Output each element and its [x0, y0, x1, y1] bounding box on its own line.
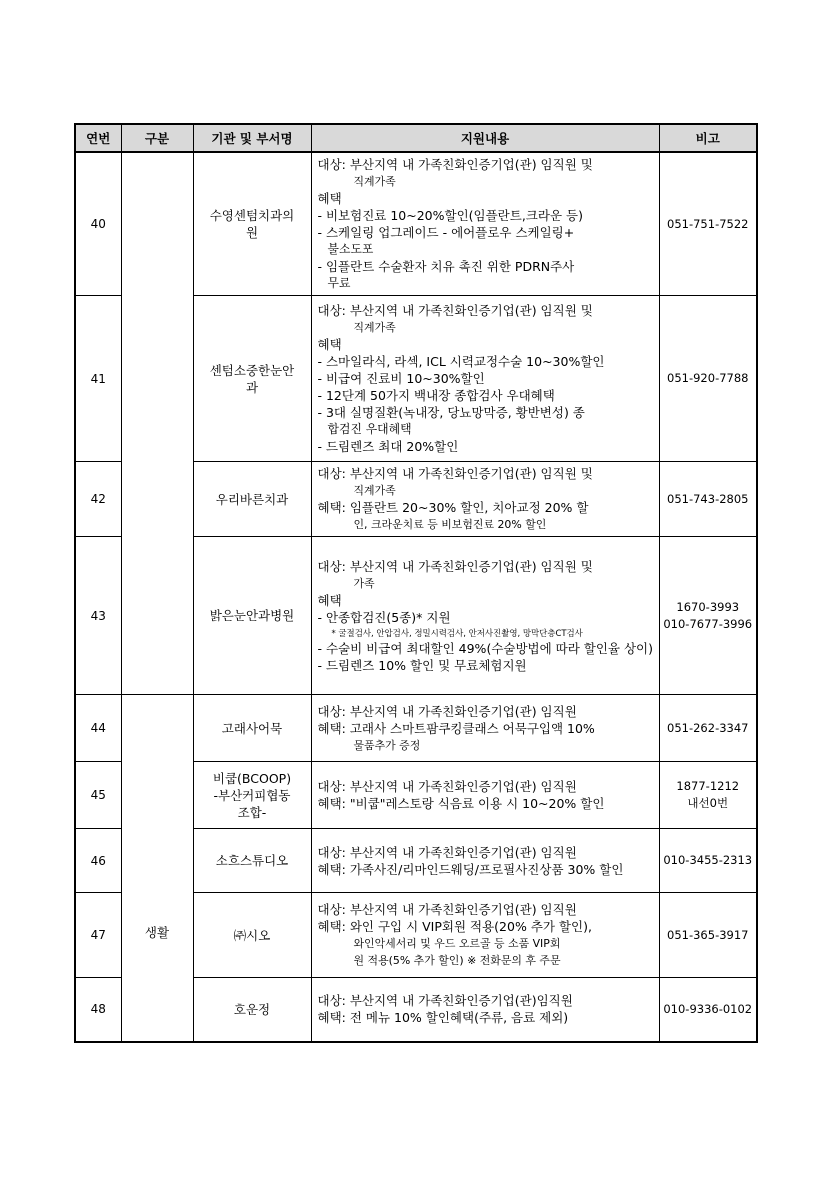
- phone-number: 051-751-7522: [667, 216, 749, 231]
- content-line: 직계가족: [353, 175, 396, 188]
- content-line: 혜택: [317, 592, 342, 608]
- content-line: 대상: 부산지역 내 가족친화인증기업(관) 임직원: [317, 779, 577, 794]
- org-name: [193, 462, 311, 537]
- content-line: 인, 크라운치료 등 비보험진료 20% 할인: [353, 518, 547, 531]
- content-line: - 드림렌즈 10% 할인 및 무료체험지원: [317, 657, 527, 673]
- phone-number: 1877-1212: [676, 779, 740, 793]
- row-number: 48: [75, 978, 121, 1042]
- content-line: 대상: 부산지역 내 가족친화인증기업(관) 임직원 및: [317, 466, 593, 481]
- phone-number: 051-365-3917: [667, 927, 749, 942]
- note-phone: [659, 695, 757, 762]
- category-cell-living: [121, 695, 193, 1042]
- org-name: [193, 762, 311, 829]
- content-line: 직계가족: [353, 484, 396, 497]
- org-name-line: 고래사어묵: [221, 720, 283, 736]
- org-name-line: 수영센텀치과의: [209, 208, 295, 223]
- content-line: 불소도포: [327, 242, 374, 256]
- support-content: [311, 978, 659, 1042]
- content-line: 대상: 부산지역 내 가족친화인증기업(관) 임직원: [317, 844, 577, 860]
- note-phone: [659, 152, 757, 296]
- content-line: 혜택: 가족사진/리마인드웨딩/프로필사진상품 30% 할인: [317, 861, 624, 877]
- phone-number: 내선0번: [687, 796, 729, 810]
- header-row: [75, 124, 757, 152]
- content-line: 혜택: "비쿱"레스토랑 식음료 이용 시 10~20% 할인: [317, 796, 605, 811]
- phone-number: 010-3455-2313: [663, 853, 753, 867]
- header-org: 기관 및 부서명: [193, 124, 311, 152]
- org-name-line: 소흐스튜디오: [215, 853, 289, 868]
- table-row: [75, 152, 757, 296]
- org-name-line: 조합-: [237, 804, 267, 820]
- content-line: * 굴절검사, 안압검사, 정밀시력검사, 안저사진촬영, 망막단층CT검사: [331, 627, 583, 638]
- row-number: 43: [75, 537, 121, 695]
- content-line: 합검진 우대혜택: [327, 422, 412, 436]
- org-name: [193, 537, 311, 695]
- org-name-line: 밝은눈안과병원: [209, 608, 295, 623]
- category-cell-empty: [121, 152, 193, 695]
- content-line: - 수술비 비급여 최대할인 49%(수술방법에 따라 할인율 상이): [317, 640, 654, 656]
- support-content: [311, 296, 659, 462]
- content-line: 대상: 부산지역 내 가족친화인증기업(관) 임직원 및: [317, 558, 593, 574]
- note-phone: [659, 978, 757, 1042]
- org-name: [193, 978, 311, 1042]
- org-name-line: 우리바른치과: [215, 491, 289, 507]
- header-no: 연번: [75, 124, 121, 152]
- support-content: [311, 152, 659, 296]
- phone-number: 010-7677-3996: [663, 616, 753, 631]
- support-content: [311, 695, 659, 762]
- header-content: 지원내용: [311, 124, 659, 152]
- content-line: 대상: 부산지역 내 가족친화인증기업(관) 임직원: [317, 703, 577, 719]
- org-name: [193, 893, 311, 978]
- phone-number: 1670-3993: [676, 599, 740, 614]
- support-content: [311, 829, 659, 893]
- content-line: 대상: 부산지역 내 가족친화인증기업(관) 임직원: [317, 902, 577, 917]
- content-line: 혜택: 임플란트 20~30% 할인, 치아교정 20% 할: [317, 500, 589, 515]
- phone-number: 051-262-3347: [667, 720, 749, 735]
- content-line: 혜택: 와인 구입 시 VIP회원 적용(20% 추가 할인),: [317, 919, 592, 934]
- org-name: [193, 152, 311, 296]
- note-phone: [659, 537, 757, 695]
- content-line: 혜택: [317, 337, 342, 352]
- org-name-line: ㈜시오: [233, 927, 271, 943]
- row-number: 42: [75, 462, 121, 537]
- content-line: 무료: [327, 276, 351, 290]
- content-line: - 드림렌즈 최대 20%할인: [317, 439, 459, 454]
- content-line: 가족: [353, 576, 375, 590]
- content-line: 혜택: 전 메뉴 10% 할인혜택(주류, 음료 제외): [317, 1010, 569, 1026]
- content-line: 원 적용(5% 추가 할인) ※ 전화문의 후 주문: [353, 954, 561, 967]
- row-number: 47: [75, 893, 121, 978]
- row-number: 41: [75, 296, 121, 462]
- content-line: 물품추가 증정: [353, 738, 421, 752]
- content-line: 혜택: 고래사 스마트팜쿠킹클래스 어묵구입액 10%: [317, 720, 595, 736]
- table-row: [75, 695, 757, 762]
- content-line: - 비보험진료 10~20%할인(임플란트,크라운 등): [317, 208, 583, 223]
- content-line: - 스케일링 업그레이드 - 에어플로우 스케일링+: [317, 225, 575, 240]
- content-line: - 스마일라식, 라섹, ICL 시력교정수술 10~30%할인: [317, 354, 605, 369]
- row-number: 44: [75, 695, 121, 762]
- content-line: - 임플란트 수술환자 치유 촉진 위한 PDRN주사: [317, 259, 575, 274]
- content-line: - 비급여 진료비 10~30%할인: [317, 371, 485, 386]
- row-number: 40: [75, 152, 121, 296]
- note-phone: [659, 762, 757, 829]
- content-line: - 3대 실명질환(녹내장, 당뇨망막증, 황반변성) 종: [317, 405, 585, 420]
- content-line: 혜택: [317, 191, 342, 206]
- support-content: [311, 537, 659, 695]
- benefits-table: [74, 123, 758, 1043]
- support-content: [311, 893, 659, 978]
- content-line: 직계가족: [353, 321, 396, 334]
- support-content: [311, 462, 659, 537]
- org-name: [193, 695, 311, 762]
- content-line: 대상: 부산지역 내 가족친화인증기업(관) 임직원 및: [317, 303, 593, 318]
- phone-number: 051-743-2805: [667, 491, 749, 506]
- header-note: 비고: [659, 124, 757, 152]
- org-name-line: 원: [245, 225, 259, 240]
- org-name: [193, 296, 311, 462]
- row-number: 45: [75, 762, 121, 829]
- category-label: 생활: [144, 924, 170, 940]
- note-phone: [659, 296, 757, 462]
- org-name-line: 비쿱(BCOOP): [212, 770, 292, 786]
- content-line: 대상: 부산지역 내 가족친화인증기업(관) 임직원 및: [317, 157, 593, 172]
- header-category: 구분: [121, 124, 193, 152]
- org-name-line: 센텀소중한눈안: [209, 362, 295, 378]
- org-name-line: 호운정: [233, 1001, 271, 1017]
- org-name: [193, 829, 311, 893]
- phone-number: 051-920-7788: [667, 371, 749, 385]
- row-number: 46: [75, 829, 121, 893]
- note-phone: [659, 462, 757, 537]
- content-line: 대상: 부산지역 내 가족친화인증기업(관)임직원: [317, 993, 573, 1009]
- support-content: [311, 762, 659, 829]
- phone-number: 010-9336-0102: [663, 1001, 753, 1016]
- note-phone: [659, 829, 757, 893]
- content-line: - 12단계 50가지 백내장 종합검사 우대혜택: [317, 388, 555, 403]
- org-name-line: 과: [245, 379, 259, 395]
- org-name-line: -부산커피협동: [213, 787, 291, 803]
- content-line: - 안종합검진(5종)* 지원: [317, 609, 451, 625]
- content-line: 와인악세서리 및 우드 오르골 등 소품 VIP회: [353, 937, 561, 950]
- note-phone: [659, 893, 757, 978]
